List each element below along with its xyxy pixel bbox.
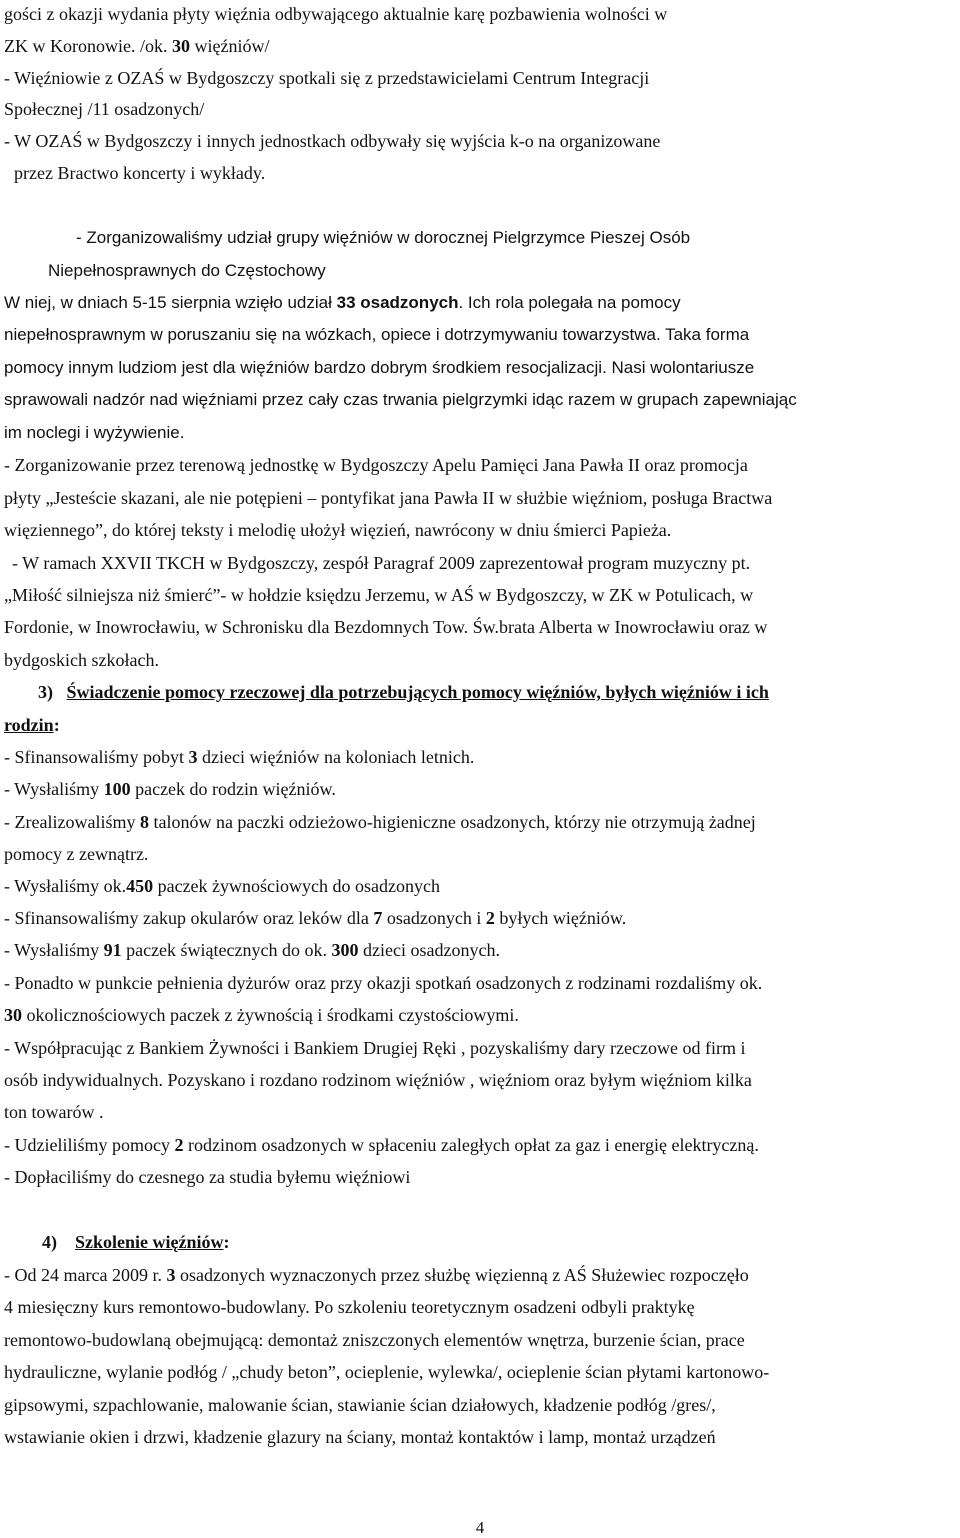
text-line: ZK w Koronowie. /ok. 30 więźniów/ (4, 36, 270, 56)
text-line: - Zorganizowaliśmy udział grupy więźniów w dorocznej Pielgrzymce Pieszej Osób (76, 228, 691, 247)
list-item: - Wysłaliśmy 91 paczek świątecznych do ok. 300 dzieci osadzonych. (4, 940, 500, 960)
text-line: wstawianie okien i drzwi, kładzenie glazury na ściany, montaż kontaktów i lamp, montaż urządzeń (4, 1427, 716, 1447)
list-item: - Zrealizowaliśmy 8 talonów na paczki odzieżowo-higieniczne osadzonych, którzy nie otrzymują żadnej (4, 812, 756, 832)
text-line: sprawowali nadzór nad więźniami przez cały czas trwania pielgrzymki idąc razem w grupach zapewniając (4, 390, 797, 409)
text-line: niepełnosprawnym w poruszaniu się na wózkach, opiece i dotrzymywaniu towarzystwa. Taka forma (4, 325, 750, 344)
text-line: Fordonie, w Inowrocławiu, w Schronisku dla Bezdomnych Tow. Św.brata Alberta w Inowrocławiu oraz w (4, 617, 768, 637)
list-item: - Udzieliliśmy pomocy 2 rodzinom osadzonych w spłaceniu zaległych opłat za gaz i energię elektryczną. (4, 1135, 759, 1155)
text-line: bydgoskich szkołach. (4, 650, 159, 670)
section-heading-3-cont: rodzin: (4, 715, 60, 735)
text-line: więziennego”, do której teksty i melodię ułożył więzień, nawrócony w dniu śmierci Papieża. (4, 520, 672, 540)
text-line: ton towarów . (4, 1102, 104, 1122)
text-line: gości z okazji wydania płyty więźnia odbywającego aktualnie karę pozbawienia wolności w (4, 4, 668, 24)
text-line: gipsowymi, szpachlowanie, malowanie ścian, stawianie ścian działowych, kładzenie podłóg /gres/, (4, 1395, 716, 1415)
text-line: remontowo-budowlaną obejmującą: demontaż zniszczonych elementów wnętrza, burzenie ścian, prace (4, 1330, 745, 1350)
text-line: - Więźniowie z OZAŚ w Bydgoszczy spotkali się z przedstawicielami Centrum Integracji (4, 68, 650, 88)
text-line: pomocy z zewnątrz. (4, 844, 149, 864)
list-item: - Wysłaliśmy 100 paczek do rodzin więźniów. (4, 779, 336, 799)
text-line: - W ramach XXVII TKCH w Bydgoszczy, zespół Paragraf 2009 zaprezentował program muzyczny pt. (12, 553, 751, 573)
list-item: - Ponadto w punkcie pełnienia dyżurów oraz przy okazji spotkań osadzonych z rodzinami rozdaliśmy ok. (4, 973, 763, 993)
text-line: 30 okolicznościowych paczek z żywnością i środkami czystościowymi. (4, 1005, 519, 1025)
text-line: Niepełnosprawnych do Częstochowy (48, 261, 326, 280)
list-item: - Sfinansowaliśmy zakup okularów oraz leków dla 7 osadzonych i 2 byłych więźniów. (4, 908, 627, 928)
list-item: - Wysłaliśmy ok.450 paczek żywnościowych do osadzonych (4, 876, 440, 896)
text-line: Społecznej /11 osadzonych/ (4, 99, 205, 119)
text-line: hydrauliczne, wylanie podłóg / „chudy beton”, ocieplenie, wylewka/, ocieplenie ścian płytami kartonowo- (4, 1362, 770, 1382)
text-line: - Zorganizowanie przez terenową jednostkę w Bydgoszczy Apelu Pamięci Jana Pawła II oraz promocja (4, 455, 748, 475)
text-line: - W OZAŚ w Bydgoszczy i innych jednostkach odbywały się wyjścia k-o na organizowane (4, 131, 661, 151)
page-number: 4 (475, 1518, 485, 1537)
list-item: - Sfinansowaliśmy pobyt 3 dzieci więźniów na koloniach letnich. (4, 747, 475, 767)
text-line: płyty „Jesteście skazani, ale nie potępieni – pontyfikat jana Pawła II w służbie więźniom, posługa Bractwa (4, 488, 773, 508)
text-line: 4 miesięczny kurs remontowo-budowlany. Po szkoleniu teoretycznym osadzeni odbyli praktykę (4, 1297, 695, 1317)
text-line: im noclegi i wyżywienie. (4, 423, 185, 442)
text-line: przez Bractwo koncerty i wykłady. (14, 163, 266, 183)
text-line: pomocy innym ludziom jest dla więźniów bardzo dobrym środkiem resocjalizacji. Nasi wolontariusze (4, 358, 755, 377)
text-line: osób indywidualnych. Pozyskano i rozdano rodzinom więźniów , więźniom oraz byłym więźniom kilka (4, 1070, 752, 1090)
section-heading-3: 3) Świadczenie pomocy rzeczowej dla potrzebujących pomocy więźniów, byłych więźniów i ich (38, 682, 769, 702)
text-line: „Miłość silniejsza niż śmierć”- w hołdzie księdzu Jerzemu, w AŚ w Bydgoszczy, w ZK w Potulicach, w (4, 585, 754, 605)
section-heading-4: 4) Szkolenie więźniów: (42, 1232, 230, 1252)
text-line: W niej, w dniach 5-15 sierpnia wzięło udział 33 osadzonych. Ich rola polegała na pomocy (4, 293, 681, 312)
list-item: - Współpracując z Bankiem Żywności i Bankiem Drugiej Ręki , pozyskaliśmy dary rzeczowe od firm i (4, 1038, 746, 1058)
list-item: - Od 24 marca 2009 r. 3 osadzonych wyznaczonych przez służbę więzienną z AŚ Służewiec rozpoczęło (4, 1265, 749, 1285)
list-item: - Dopłaciliśmy do czesnego za studia byłemu więźniowi (4, 1167, 411, 1187)
